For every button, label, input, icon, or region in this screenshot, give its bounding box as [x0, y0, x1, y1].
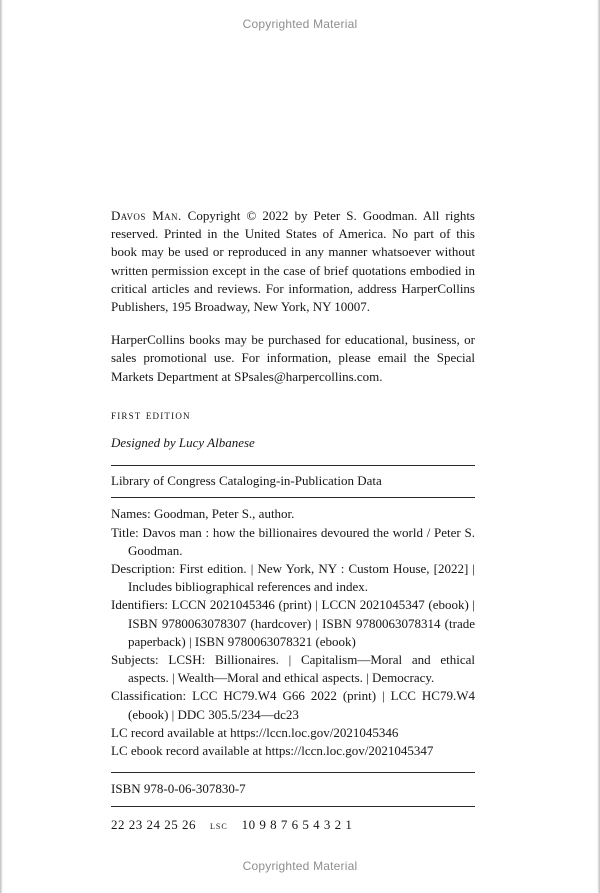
cip-entries	[111, 505, 475, 760]
divider	[111, 806, 475, 807]
cip-entry-classification: Classification: LCC HC79.W4 G66 2022 (print) | LCC HC79.W4 (ebook) | DDC 305.5/234—dc23	[111, 688, 475, 722]
colophon-text-block	[111, 207, 475, 835]
cip-entry-lc-ebook: LC ebook record available at https://lccn.loc.gov/2021045347	[111, 743, 434, 759]
cip-entry-description: Description: First edition. | New York, NY : Custom House, [2022] | Includes bibliographical references and index.	[111, 561, 475, 595]
isbn-line: ISBN 978-0-06-307830-7	[111, 781, 246, 797]
cip-entry-names: Names: Goodman, Peter S., author.	[111, 506, 295, 522]
print-run-numbers: 10 9 8 7 6 5 4 3 2 1	[241, 817, 353, 833]
cip-entry-lc-record: LC record available at https://lccn.loc.gov/2021045346	[111, 724, 399, 740]
cip-entry-identifiers: Identifiers: LCCN 2021045346 (print) | LCCN 2021045347 (ebook) | ISBN 9780063078307 (hardcover) | ISBN 9780063078314 (trade paperback) | ISBN 9780063078321 (ebook)	[111, 597, 475, 649]
printer-code: lsc	[210, 818, 228, 833]
designer-credit: Designed by Lucy Albanese	[111, 435, 255, 451]
edition-statement: first edition	[111, 407, 191, 422]
cip-entry-subjects: Subjects: LCSH: Billionaires. | Capitalism—Moral and ethical aspects. | Wealth—Moral and ethical aspects. | Democracy.	[111, 652, 475, 686]
copyright-notice-text: Copyright © 2022 by Peter S. Goodman. All rights reserved. Printed in the United States of America. No part of this book may be used or reproduced in any manner whatsoever without written permission except in the case of brief quotations embodied in critical articles and reviews. For information, address HarperCollins Publishers, 195 Broadway, New York, NY 10007.	[111, 208, 475, 315]
divider	[111, 465, 475, 466]
divider	[111, 772, 475, 773]
copyrighted-material-watermark-bottom: Copyrighted Material	[242, 859, 358, 873]
print-years: 22 23 24 25 26	[111, 817, 196, 833]
cip-entry-title: Title: Davos man : how the billionaires devoured the world / Peter S. Goodman.	[111, 524, 475, 558]
book-title-lead: Davos Man.	[111, 208, 182, 223]
copyrighted-material-watermark-top: Copyrighted Material	[242, 17, 358, 31]
sales-info-paragraph: HarperCollins books may be purchased for educational, business, or sales promotional use. For information, please email the Special Markets Department at SPsales@harpercollins.com.	[111, 332, 475, 384]
copyright-notice-paragraph	[111, 207, 475, 316]
divider	[111, 497, 475, 498]
cip-heading: Library of Congress Cataloging-in-Publication Data	[111, 473, 382, 489]
page-edge-left	[0, 0, 4, 893]
printing-number-line	[111, 816, 475, 834]
page-edge-right	[596, 0, 600, 893]
